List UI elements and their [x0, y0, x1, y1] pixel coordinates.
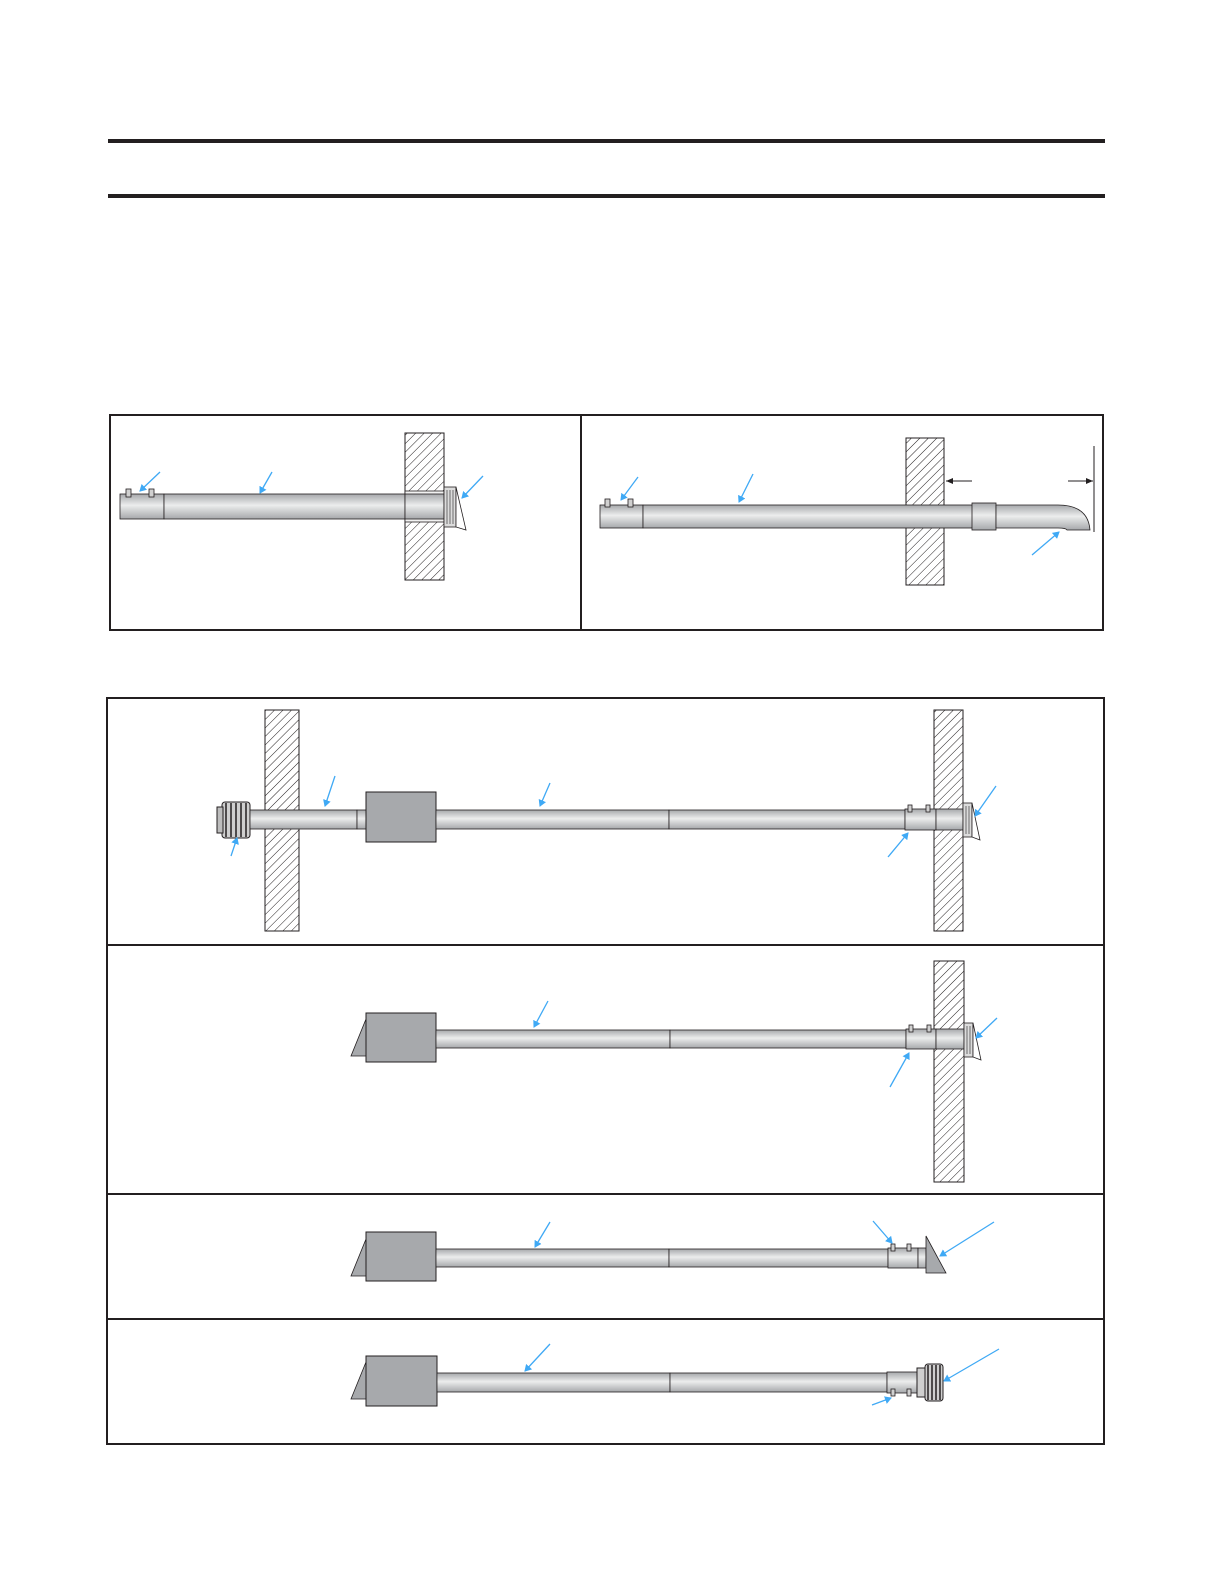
vent-pipe	[643, 505, 973, 528]
round-cap	[217, 802, 250, 838]
fan-box-inlet	[351, 1239, 366, 1276]
fan-box-inlet	[351, 1019, 366, 1056]
clamp	[628, 499, 633, 507]
top-right-panel	[600, 438, 1094, 585]
fan-box-inlet	[351, 1362, 366, 1399]
pipe-coupling	[972, 503, 996, 530]
pipe-adapter	[600, 505, 643, 528]
vent-pipe	[436, 810, 669, 829]
top-figure	[110, 415, 1103, 630]
callout-arrow	[975, 786, 996, 816]
callout-arrow	[525, 1344, 550, 1371]
fan-box	[366, 1232, 436, 1281]
callout-arrow	[739, 474, 753, 502]
callout-arrow	[1032, 532, 1059, 555]
wall-section	[934, 961, 964, 1182]
wall-cap	[963, 803, 980, 840]
pipe-through-wall	[918, 1248, 926, 1268]
clamp	[891, 1244, 895, 1251]
callout-arrow	[872, 1398, 891, 1405]
row-3	[351, 1221, 994, 1281]
callout-arrow	[260, 472, 272, 493]
vent-pipe	[436, 1249, 669, 1267]
callout-arrow	[535, 1222, 550, 1247]
callout-arrow	[534, 1001, 548, 1027]
callout-arrow	[944, 1349, 999, 1381]
callout-arrow	[890, 1053, 909, 1087]
callout-arrow	[940, 1222, 994, 1256]
fan-box	[366, 792, 436, 842]
pipe-through-wall	[405, 494, 444, 519]
clamp	[927, 1025, 931, 1032]
vent-pipe	[437, 1373, 670, 1392]
callout-arrow	[976, 1018, 997, 1038]
callout-arrow	[888, 833, 908, 857]
clamp	[907, 1389, 911, 1396]
callout-arrow	[140, 472, 160, 491]
vent-pipe	[250, 810, 357, 829]
fan-box	[366, 1356, 437, 1406]
row-1	[217, 710, 996, 931]
round-cap	[917, 1364, 943, 1401]
pipe-through-wall	[936, 1029, 964, 1049]
callout-arrow	[325, 776, 335, 806]
vent-pipe	[669, 1249, 888, 1267]
vent-pipe	[164, 494, 406, 519]
clamp	[126, 489, 131, 497]
vent-pipe	[669, 810, 905, 829]
vent-pipe	[670, 1030, 906, 1048]
callout-arrow	[873, 1221, 892, 1243]
callout-arrow	[462, 476, 483, 498]
row-2	[351, 961, 997, 1182]
callout-arrow	[231, 838, 237, 856]
callout-arrow	[621, 477, 638, 500]
bottom-figure	[107, 698, 1104, 1444]
wall-cap	[964, 1023, 981, 1060]
vent-pipe	[670, 1373, 887, 1392]
clamp	[909, 1025, 913, 1032]
top-left-panel	[120, 433, 483, 580]
clamp	[926, 805, 930, 812]
clamp	[605, 499, 610, 507]
pipe-coupling	[357, 810, 366, 829]
elbow-pipe	[996, 505, 1090, 530]
pipe-adapter	[120, 494, 164, 519]
pipe-through-wall	[936, 809, 963, 830]
vent-pipe	[436, 1030, 670, 1048]
wall-cap	[444, 487, 466, 530]
row-4	[351, 1344, 999, 1406]
callout-arrow	[540, 783, 550, 806]
clamp	[907, 1244, 911, 1251]
clamp	[908, 805, 912, 812]
clamp	[149, 489, 154, 497]
fan-box	[366, 1013, 436, 1062]
clamp	[891, 1389, 895, 1396]
